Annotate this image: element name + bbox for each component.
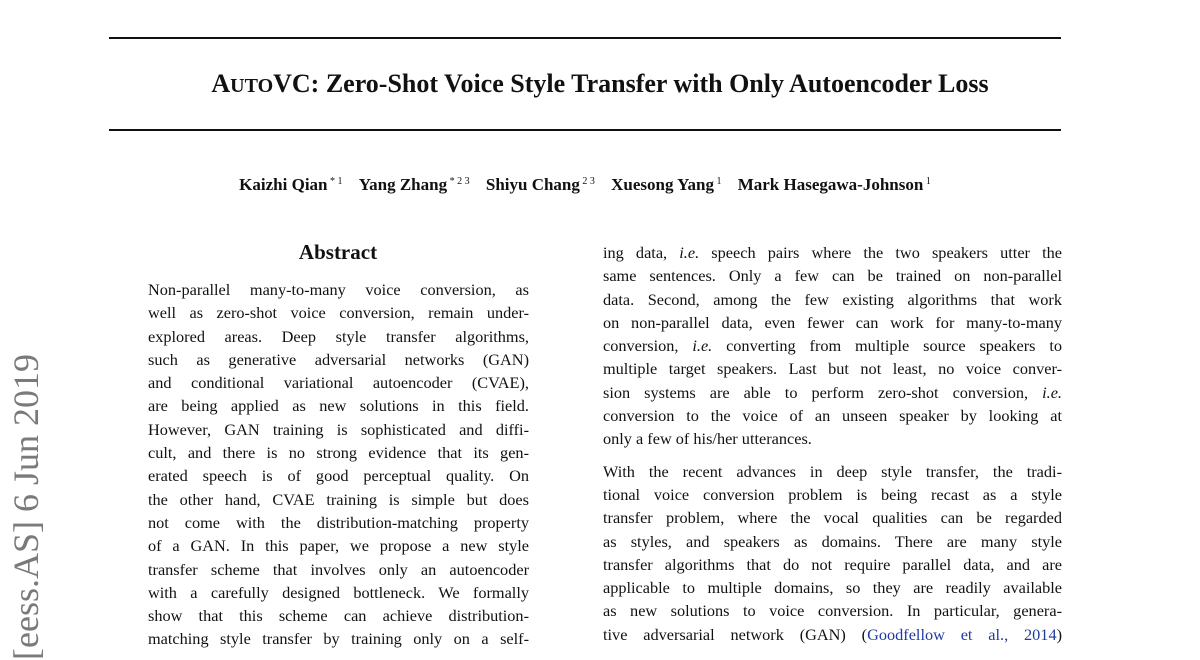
- italic-text: i.e.: [679, 243, 700, 262]
- abstract-line: and conditional variational autoencoder (CVAE),: [148, 373, 529, 393]
- text-line: [603, 599, 1062, 622]
- text-run: as new solutions to voice conversion. In particular, genera-: [603, 601, 1062, 621]
- abstract-line: of a GAN. In this paper, we propose a new style: [148, 536, 529, 556]
- text-run: ing data,: [603, 243, 680, 262]
- text-run: data. Second, among the few existing algorithms that work: [603, 289, 1062, 309]
- author-name: Yang Zhang: [358, 175, 448, 194]
- author-affiliation: 1: [713, 176, 722, 187]
- author-affiliation: 2 3: [579, 176, 595, 187]
- author-name: Kaizhi Qian: [239, 175, 328, 194]
- abstract-line: are being applied as new solutions in this field.: [148, 396, 529, 416]
- paper-title: [0, 66, 1200, 104]
- author: [611, 175, 721, 194]
- text-line: [603, 404, 1062, 427]
- text-run: same sentences. Only a few can be trained on non-parallel: [603, 266, 1062, 286]
- abstract-line: the other hand, CVAE training is simple but does: [148, 489, 529, 509]
- intro-paragraph-2: [603, 460, 1062, 646]
- text-line: [603, 623, 1062, 646]
- author-name: Shiyu Chang: [485, 175, 580, 194]
- title-text: VC: Zero-Shot Voice Style Transfer with Only Autoencoder Loss: [273, 69, 989, 98]
- title-initial: A: [211, 69, 231, 98]
- italic-text: i.e.: [692, 336, 713, 356]
- abstract-line: well as zero-shot voice conversion, remain under-: [148, 303, 529, 323]
- text-run: only a few of his/her utterances.: [603, 429, 812, 449]
- text-run: tive adversarial network (GAN) (: [603, 624, 868, 644]
- abstract-line: not come with the distribution-matching property: [148, 512, 529, 532]
- right-column: [603, 241, 1062, 646]
- citation-link[interactable]: Goodfellow et al., 2014: [867, 624, 1057, 644]
- abstract-line: However, GAN training is sophisticated and diffi-: [148, 419, 529, 439]
- text-run: as styles, and speakers as domains. There are many style: [603, 531, 1062, 551]
- text-run: With the recent advances in deep style transfer, the tradi-: [603, 461, 1062, 481]
- author-list: [0, 173, 1170, 197]
- text-line: [603, 311, 1062, 334]
- text-line: [603, 576, 1062, 599]
- text-run: conversion,: [603, 336, 693, 356]
- text-run: multiple target speakers. Last but not least, no voice conver-: [603, 359, 1062, 379]
- text-line: [603, 427, 1062, 450]
- text-line: [603, 264, 1062, 287]
- text-run: transfer problem, where the vocal qualities can be regarded: [603, 508, 1062, 528]
- arxiv-stamp: [eess.AS] 6 Jun 2019: [6, 354, 46, 660]
- author-affiliation: * 2 3: [447, 176, 470, 187]
- abstract-line: erated speech is of good perceptual quality. On: [148, 466, 529, 486]
- author: [239, 175, 342, 194]
- author: [486, 175, 595, 194]
- abstract-line: transfer scheme that involves only an autoencoder: [148, 559, 529, 579]
- text-line: [603, 241, 1062, 264]
- bottom-rule: [109, 129, 1061, 131]
- author-name: Xuesong Yang: [611, 175, 714, 194]
- top-rule: [109, 37, 1061, 39]
- abstract-line: explored areas. Deep style transfer algorithms,: [148, 326, 529, 346]
- text-line: [603, 483, 1062, 506]
- text-run: on non-parallel data, even fewer can work for many-to-many: [603, 312, 1062, 332]
- text-run: ): [1056, 624, 1063, 644]
- text-line: [603, 460, 1062, 483]
- text-run: conversion to the voice of an unseen speaker by looking at: [603, 406, 1062, 426]
- text-run: sion systems are able to perform zero-shot conversion,: [603, 382, 1043, 402]
- abstract-line: such as generative adversarial networks (GAN): [148, 349, 529, 369]
- text-run: speech pairs where the two speakers utter the: [699, 243, 1063, 262]
- intro-paragraph-1: [603, 241, 1062, 451]
- abstract-line: with a carefully designed bottleneck. We formally: [148, 582, 529, 602]
- text-line: [603, 288, 1062, 311]
- text-run: tional voice conversion problem is being recast as a style: [603, 484, 1062, 504]
- text-line: [603, 334, 1062, 357]
- abstract-heading: Abstract: [298, 240, 378, 264]
- italic-text: i.e.: [1042, 382, 1062, 402]
- author-name: Mark Hasegawa-Johnson: [737, 175, 924, 194]
- abstract-body: [148, 278, 529, 651]
- title-smallcaps: UTO: [230, 75, 274, 97]
- text-line: [603, 506, 1062, 529]
- abstract-line: cult, and there is no strong evidence that its gen-: [148, 443, 529, 463]
- text-run: applicable to multiple domains, so they are readily available: [603, 578, 1062, 598]
- text-line: [603, 530, 1062, 553]
- text-line: [603, 357, 1062, 380]
- abstract-line: matching style transfer by training only on a self-: [148, 629, 529, 649]
- text-run: transfer algorithms that do not require parallel data, and are: [603, 554, 1062, 574]
- author: [359, 175, 470, 194]
- author-affiliation: 1: [923, 176, 931, 187]
- abstract-line: show that this scheme can achieve distribution-: [148, 606, 529, 626]
- text-line: [603, 381, 1062, 404]
- author-affiliation: * 1: [327, 176, 343, 187]
- author: [738, 175, 931, 194]
- text-run: converting from multiple source speakers to: [712, 336, 1062, 356]
- abstract-line: Non-parallel many-to-many voice conversion, as: [148, 280, 529, 299]
- text-line: [603, 553, 1062, 576]
